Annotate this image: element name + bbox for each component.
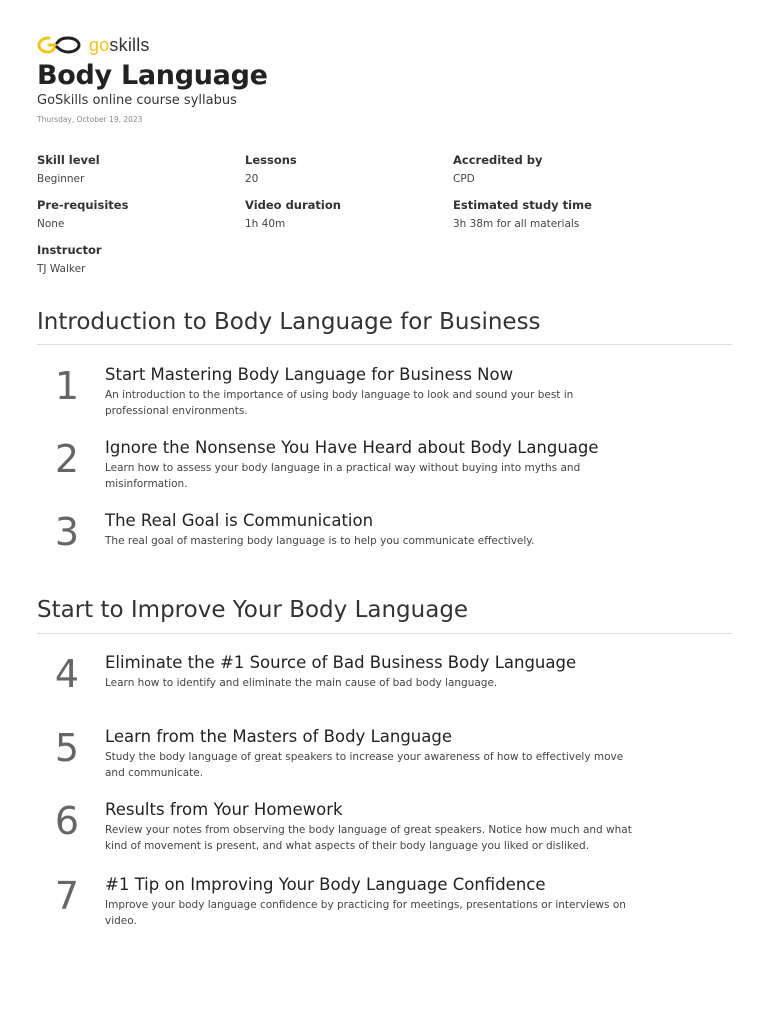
page-date: Thursday, October 19, 2023 bbox=[37, 115, 143, 124]
info-label: Estimated study time bbox=[453, 198, 592, 212]
info-label: Instructor bbox=[37, 243, 102, 257]
goskills-logo bbox=[37, 34, 150, 56]
lesson-title: The Real Goal is Communication bbox=[105, 511, 374, 530]
info-value: 1h 40m bbox=[245, 218, 286, 230]
lesson-number: 2 bbox=[54, 437, 80, 481]
lesson-description: An introduction to the importance of using body language to look and sound your best in professional environments. bbox=[105, 389, 574, 417]
info-value: CPD bbox=[453, 173, 475, 185]
info-prerequisites bbox=[37, 197, 237, 231]
lesson-title: Results from Your Homework bbox=[105, 800, 343, 819]
info-video-duration bbox=[245, 197, 445, 231]
info-label: Lessons bbox=[245, 153, 297, 167]
lesson-description: Improve your body language confidence by practicing for meetings, presentations or interviews on video. bbox=[105, 899, 626, 927]
logo-skills-text: skills bbox=[109, 35, 150, 55]
info-label: Accredited by bbox=[453, 153, 543, 167]
info-instructor bbox=[37, 242, 237, 276]
section-title: Introduction to Body Language for Business bbox=[37, 309, 541, 335]
info-value: 3h 38m for all materials bbox=[453, 218, 580, 230]
lesson-description: Learn how to identify and eliminate the main cause of bad body language. bbox=[105, 677, 498, 689]
infinity-logo-icon bbox=[37, 34, 83, 56]
info-study-time bbox=[453, 197, 653, 231]
lesson-number: 4 bbox=[54, 652, 80, 696]
section-divider bbox=[37, 633, 732, 634]
logo-wordmark bbox=[89, 34, 150, 56]
section-title: Start to Improve Your Body Language bbox=[37, 597, 469, 623]
lesson-number: 5 bbox=[54, 726, 80, 770]
info-value: 20 bbox=[245, 173, 259, 185]
info-accredited-by bbox=[453, 152, 653, 186]
lesson-description: The real goal of mastering body language is to help you communicate effectively. bbox=[105, 535, 535, 547]
lesson-number: 3 bbox=[54, 510, 80, 554]
lesson-description: Study the body language of great speakers to increase your awareness of how to effectively move and communicate. bbox=[105, 751, 624, 779]
info-value: TJ Walker bbox=[37, 263, 86, 275]
logo-go-text: go bbox=[89, 35, 110, 55]
info-label: Pre-requisites bbox=[37, 198, 129, 212]
info-skill-level bbox=[37, 152, 237, 186]
lesson-description: Review your notes from observing the body language of great speakers. Notice how much and what kind of movement is present, and what aspects of their body language you liked or disliked. bbox=[105, 824, 632, 852]
lesson-title: #1 Tip on Improving Your Body Language Confidence bbox=[105, 875, 546, 894]
lesson-title: Eliminate the #1 Source of Bad Business Body Language bbox=[105, 653, 577, 672]
page-subtitle: GoSkills online course syllabus bbox=[37, 93, 237, 108]
info-value: None bbox=[37, 218, 65, 230]
lesson-number: 1 bbox=[54, 364, 80, 408]
lesson-title: Ignore the Nonsense You Have Heard about Body Language bbox=[105, 438, 599, 457]
info-label: Skill level bbox=[37, 153, 100, 167]
info-value: Beginner bbox=[37, 173, 85, 185]
lesson-description: Learn how to assess your body language in a practical way without buying into myths and misinformation. bbox=[105, 462, 581, 490]
info-lessons bbox=[245, 152, 445, 186]
section-divider bbox=[37, 344, 732, 345]
lesson-number: 7 bbox=[54, 874, 80, 918]
page-title: Body Language bbox=[37, 60, 268, 91]
lesson-number: 6 bbox=[54, 799, 80, 843]
lesson-title: Start Mastering Body Language for Business Now bbox=[105, 365, 514, 384]
lesson-title: Learn from the Masters of Body Language bbox=[105, 727, 452, 746]
info-label: Video duration bbox=[245, 198, 341, 212]
